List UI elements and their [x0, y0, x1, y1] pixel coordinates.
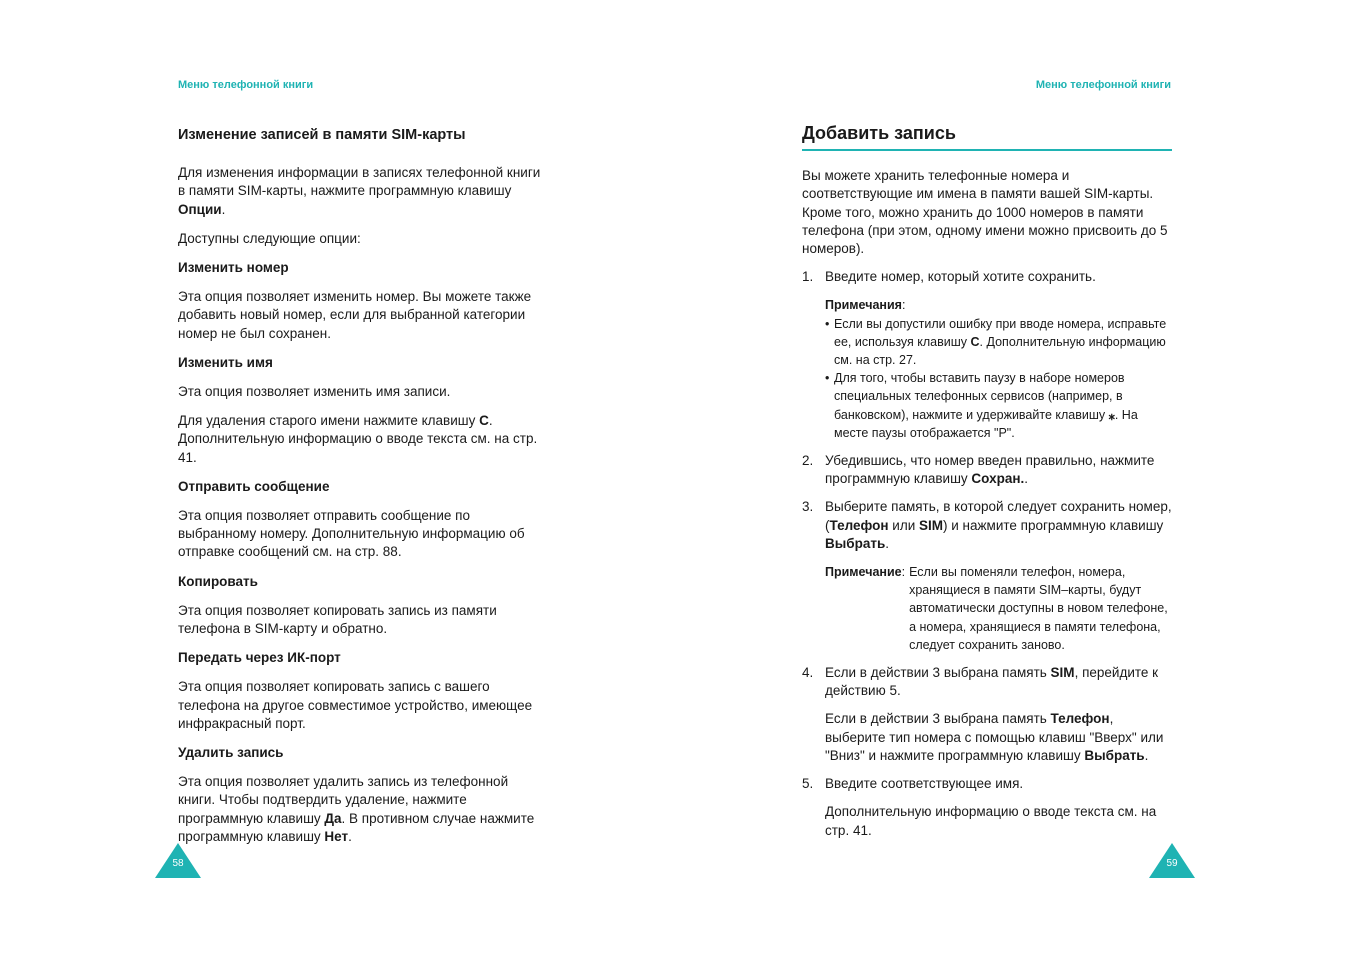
right-intro: Вы можете хранить телефонные номера и соответствующие им имена в памяти вашей SIM-карты. Кроме того, можно хранить до 1000 номеров в памяти телефона (при этом, одному имени можно присвоить до 5 номеров).: [802, 168, 1168, 257]
step-text: Убедившись, что номер введен правильно, нажмите программную клавишу Сохран..: [825, 453, 1155, 487]
page-number-right: 59: [1166, 858, 1178, 869]
step-5-continuation: Дополнительную информацию о вводе текста см. на стр. 41.: [825, 804, 1157, 838]
option-heading-delete: Удалить запись: [178, 745, 284, 761]
option-text-delete-name: Для удаления старого имени нажмите клавишу C. Дополнительную информацию о вводе текста см. на стр. 41.: [178, 413, 538, 465]
note-item: [825, 315, 1172, 370]
step-text: Выберите память, в которой следует сохранить номер, (Телефон или SIM) и нажмите программную клавишу Выбрать.: [825, 499, 1172, 551]
asterisk-key-icon: ⁎: [1108, 407, 1115, 422]
option-text-infrared: Эта опция позволяет копировать запись с вашего телефона на другое совместимое устройство, имеющее инфракрасный порт.: [178, 679, 533, 731]
right-page: [802, 124, 1172, 850]
note-item: [825, 369, 1172, 442]
step-4: [802, 664, 1172, 700]
step-text: Введите номер, который хотите сохранить.: [825, 269, 1096, 285]
step-number: 3.: [802, 499, 814, 515]
left-page-title: Изменение записей в памяти SIM-карты: [178, 127, 466, 143]
step-2: [802, 452, 1172, 488]
page-number-left: 58: [172, 858, 184, 869]
step-3: [802, 498, 1172, 553]
note-text: Если вы допустили ошибку при вводе номера, исправьте ее, используя клавишу C. Дополнительную информацию см. на стр. 27.: [834, 316, 1167, 368]
note-label: Примечание:: [825, 565, 906, 580]
option-text-edit-number: Эта опция позволяет изменить номер. Вы можете также добавить новый номер, если для выбранной категории номер не был сохранен.: [178, 289, 532, 341]
bullet-icon: •: [825, 316, 830, 331]
step-number: 2.: [802, 453, 814, 469]
step-text: Если в действии 3 выбрана память SIM, перейдите к действию 5.: [825, 665, 1159, 699]
notes-block: [825, 296, 1172, 442]
option-heading-send-message: Отправить сообщение: [178, 478, 330, 494]
step-5: [802, 775, 1172, 793]
step-1: [802, 268, 1172, 286]
step-number: 1.: [802, 269, 814, 285]
option-text-send-message: Эта опция позволяет отправить сообщение по выбранному номеру. Дополнительную информацию об отправке сообщений см. на стр. 88.: [178, 508, 525, 560]
option-heading-infrared: Передать через ИК-порт: [178, 650, 341, 666]
option-heading-edit-name: Изменить имя: [178, 354, 273, 370]
bullet-icon: •: [825, 371, 830, 386]
left-page: [178, 126, 548, 857]
running-header-right: Меню телефонной книги: [1035, 79, 1171, 91]
intro-paragraph: Для изменения информации в записях телефонной книги в памяти SIM-карты, нажмите программную клавишу Опции.: [178, 165, 541, 217]
note-text: Если вы поменяли телефон, номера, хранящиеся в памяти SIM–карты, будут автоматически доступны в новом телефоне, а номера, хранящиеся в памяти телефона, следует сохранить заново.: [909, 565, 1168, 652]
option-text-delete: Эта опция позволяет удалить запись из телефонной книги. Чтобы подтвердить удаление, нажмите программную клавишу Да. В противном случае нажмите программную клавишу Нет.: [178, 774, 535, 844]
step-4-continuation: Если в действии 3 выбрана память Телефон, выберите тип номера с помощью клавиш "Вверх" или "Вниз" и нажмите программную клавишу Выбрать.: [825, 711, 1164, 763]
note-text: Для того, чтобы вставить паузу в наборе номеров специальных телефонных сервисов (например, в банковском), нажмите и удерживайте клавишу ⁎. На месте паузы отображается "P".: [834, 371, 1138, 440]
memory-note: [825, 563, 1172, 654]
step-number: 5.: [802, 776, 814, 792]
option-heading-copy: Копировать: [178, 573, 258, 589]
option-text-edit-name: Эта опция позволяет изменить имя записи.: [178, 384, 451, 400]
running-header-left: Меню телефонной книги: [178, 79, 314, 91]
step-text: Введите соответствующее имя.: [825, 776, 1024, 792]
options-intro: Доступны следующие опции:: [178, 230, 361, 246]
step-number: 4.: [802, 665, 814, 681]
option-text-copy: Эта опция позволяет копировать запись из памяти телефона в SIM-карту и обратно.: [178, 602, 497, 637]
option-heading-edit-number: Изменить номер: [178, 260, 289, 276]
right-page-title: Добавить запись: [802, 124, 1172, 151]
notes-title: Примечания:: [825, 298, 906, 313]
